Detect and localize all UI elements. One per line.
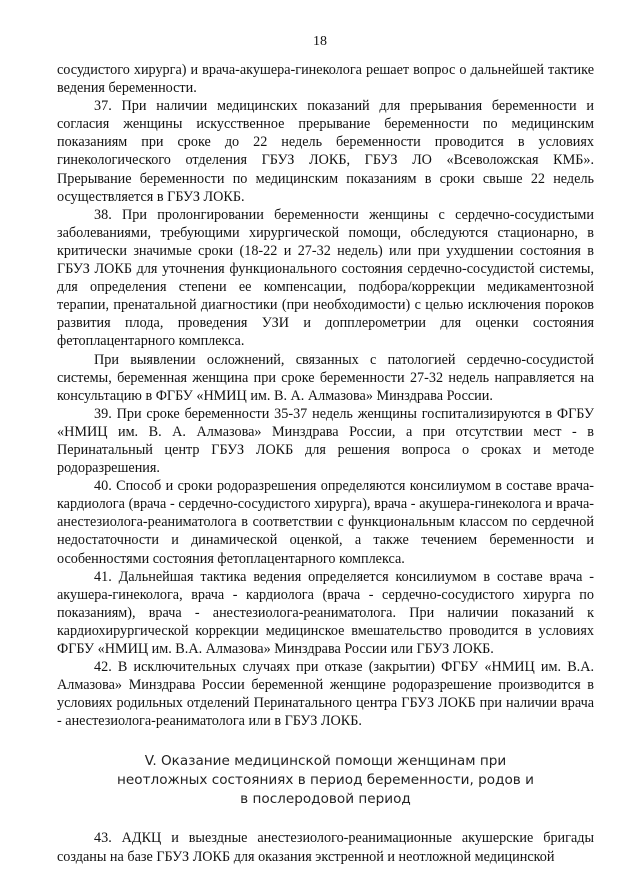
paragraph-40: 40. Способ и сроки родоразрешения определяются консилиумом в составе врача-кардиолога (врача - сердечно-сосудистого хирурга), врача - акушера-гинеколога и врача-анестезиолога-реаниматолога в соответствии с функциональным классом по сердечной недостаточности и динамической оценкой, а также течением беременности и особенностями состояния фетоплацентарного комплекса. bbox=[57, 478, 594, 567]
page-number: 18 bbox=[313, 34, 327, 49]
section-heading bbox=[57, 752, 594, 809]
paragraph-38: 38. При пролонгировании беременности женщины с сердечно-сосудистыми заболеваниями, требующими хирургической помощи, обследуются стационарно, в критически значимые сроки (18-22 и 27-32 недель) или при ухудшении состояния в ГБУЗ ЛОКБ для уточнения функционального состояния сердечно-сосудистой системы, для определения степени ее компенсации, подбора/коррекции медикаментозной терапии, пренатальной диагностики (при необходимости) с целью исключения пороков развития плода, проведения УЗИ и допплерометрии для оценки состояния фетоплацентарного комплекса. bbox=[57, 206, 594, 350]
paragraph-38-complications: При выявлении осложнений, связанных с патологией сердечно-сосудистой системы, беременная женщина при сроке беременности 27-32 недель направляется на консультацию в ФГБУ «НМИЦ им. В. А. Алмазова» Минздрава России. bbox=[57, 351, 594, 404]
document-body bbox=[57, 61, 594, 866]
section-heading-line-2: неотложных состояниях в период беременности, родов и bbox=[117, 772, 534, 789]
paragraph-39: 39. При сроке беременности 35-37 недель женщины госпитализируются в ФГБУ «НМИЦ им. В. А. Алмазова» Минздрава России, а при отсутствии мест - в Перинатальный центр ГБУЗ ЛОКБ для решения вопроса о сроках и методе родоразрешения. bbox=[57, 405, 594, 477]
paragraph-37: 37. При наличии медицинских показаний для прерывания беременности и согласия женщины искусственное прерывание беременности по медицинским показаниям при сроке до 22 недель беременности проводится в условиях гинекологического отделения ГБУЗ ЛОКБ, ГБУЗ ЛО «Всеволожская КМБ». Прерывание беременности по медицинским показаниям в сроки свыше 22 недель осуществляется в ГБУЗ ЛОКБ. bbox=[57, 98, 594, 205]
section-heading-line-3: в послеродовой период bbox=[240, 791, 411, 808]
paragraph-continuation: сосудистого хирурга) и врача-акушера-гинеколога решает вопрос о дальнейшей тактике ведения беременности. bbox=[57, 62, 594, 97]
paragraph-41: 41. Дальнейшая тактика ведения определяется консилиумом в составе врача - акушера-гинеколога, врача - кардиолога (врача - сердечно-сосудистого хирурга по показаниям), врача - анестезиолога-реаниматолога. При наличии показаний к кардиохирургической коррекции медицинское вмешательство проводится в условиях ФГБУ «НМИЦ им. В.А. Алмазова» Минздрава России или ГБУЗ ЛОКБ. bbox=[57, 568, 594, 657]
paragraph-43: 43. АДКЦ и выездные анестезиолого-реанимационные акушерские бригады созданы на базе ГБУЗ ЛОКБ для оказания экстренной и неотложной медицинской bbox=[57, 830, 594, 865]
paragraph-42: 42. В исключительных случаях при отказе (закрытии) ФГБУ «НМИЦ им. В.А. Алмазова» Минздрава России беременной женщине родоразрешение производится в условиях родильных отделений Перинатального центра ГБУЗ ЛОКБ при наличии врача - анестезиолога-реаниматолога или в ГБУЗ ЛОКБ. bbox=[57, 659, 594, 730]
section-heading-line-1: V. Оказание медицинской помощи женщинам при bbox=[144, 753, 507, 770]
